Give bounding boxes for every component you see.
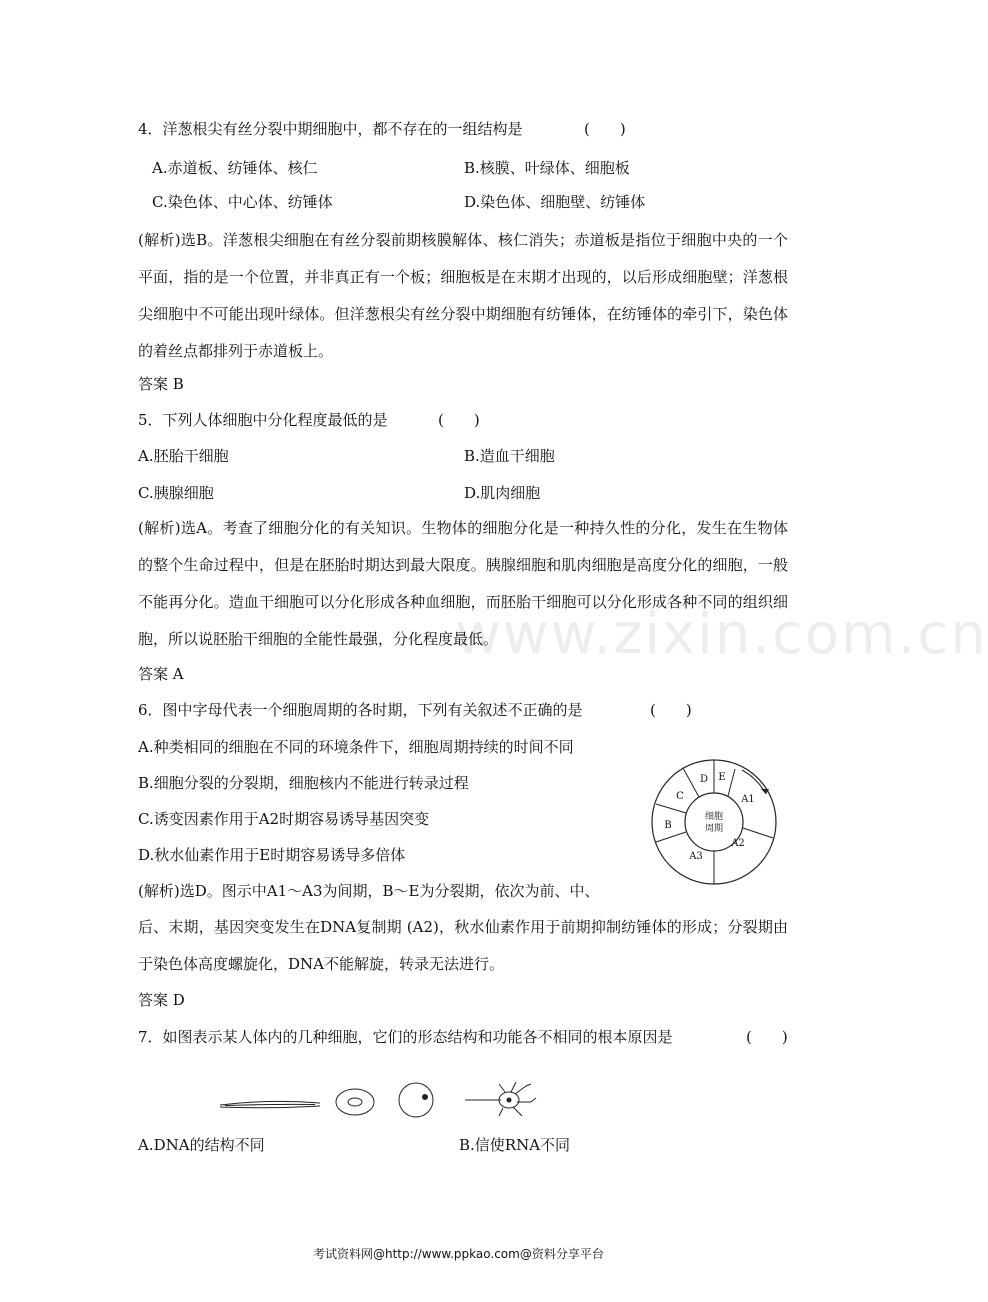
q6-option-a: A.种类相同的细胞在不同的环境条件下，细胞周期持续的时间不同 [138, 738, 574, 756]
phase-label-c: C [676, 791, 684, 802]
q5-option-a: A.胚胎干细胞 [138, 447, 229, 465]
q5-stem: 5．下列人体细胞中分化程度最低的是 [138, 411, 388, 429]
phase-label-a3: A3 [689, 851, 703, 862]
phase-label-a2: A2 [731, 838, 745, 849]
q6-answer: 答案 D [138, 991, 185, 1009]
egg-cell-icon [399, 1083, 433, 1117]
q4-option-d: D.染色体、细胞壁、纺锤体 [464, 193, 646, 211]
q7-option-a: A.DNA的结构不同 [138, 1136, 265, 1154]
phase-label-d: D [699, 774, 709, 785]
muscle-cell-icon [220, 1101, 320, 1107]
q5-answer-paren: ( ) [438, 411, 480, 429]
q7-answer-paren: ( ) [746, 1028, 788, 1046]
q6-option-c: C.诱变因素作用于A2时期容易诱导基因突变 [138, 810, 430, 828]
q7-option-b: B.信使RNA不同 [459, 1136, 571, 1154]
q4-option-a: A.赤道板、纺锤体、核仁 [152, 159, 318, 177]
q4-analysis: (解析)选B。洋葱根尖细胞在有丝分裂前期核膜解体、核仁消失；赤道板是指位于细胞中央的一个平面，指的是一个位置，并非真正有一个板；细胞板是在末期才出现的，以后形成细胞壁；洋葱根尖细胞中不可能出现叶绿体。但洋葱根尖有丝分裂中期细胞有纺锤体，在纺锤体的牵引下，染色体的着丝点都排列于赤道板上。 [138, 231, 788, 360]
q4-answer-paren: ( ) [584, 120, 626, 138]
q4-answer: 答案 B [138, 375, 184, 393]
q6-option-b: B.细胞分裂的分裂期，细胞核内不能进行转录过程 [138, 774, 469, 792]
q6-analysis-rest: 后、末期，基因突变发生在DNA复制期 (A2)，秋水仙素作用于前期抑制纺锤体的形成；分裂期由于染色体高度螺旋化，DNA不能解旋，转录无法进行。 [138, 918, 788, 973]
q5-answer: 答案 A [138, 665, 184, 683]
blood-cell-icon [336, 1089, 374, 1115]
cell-cycle-diagram [650, 758, 778, 886]
q5-analysis: (解析)选A。考查了细胞分化的有关知识。生物体的细胞分化是一种持久性的分化，发生在生物体的整个生命过程中，但是在胚胎时期达到最大限度。胰腺细胞和肌肉细胞是高度分化的细胞，一般不能再分化。造血干细胞可以分化形成各种血细胞，而胚胎干细胞可以分化形成各种不同的组织细胞，所以说胚胎干细胞的全能性最强，分化程度最低。 [138, 519, 788, 648]
q7-stem: 7．如图表示某人体内的几种细胞，它们的形态结构和功能各不相同的根本原因是 [138, 1028, 673, 1046]
phase-label-a1: A1 [741, 794, 755, 805]
q5-option-d: D.肌肉细胞 [464, 484, 541, 502]
cell-types-figure [215, 1078, 555, 1138]
q5-option-c: C.胰腺细胞 [138, 484, 214, 502]
q4-option-b: B.核膜、叶绿体、细胞板 [464, 159, 630, 177]
q6-answer-paren: ( ) [650, 701, 692, 719]
q4-option-c: C.染色体、中心体、纺锤体 [152, 193, 333, 211]
phase-label-e: E [718, 772, 726, 783]
nerve-cell-icon [465, 1082, 536, 1116]
q5-option-b: B.造血干细胞 [464, 447, 555, 465]
q6-stem: 6．图中字母代表一个细胞周期的各时期，下列有关叙述不正确的是 [138, 701, 583, 719]
watermark: www.zixin.com.cn [455, 602, 988, 667]
cycle-center-line1: 细胞 [704, 812, 724, 822]
q6-option-d: D.秋水仙素作用于E时期容易诱导多倍体 [138, 846, 406, 864]
q4-stem: 4．洋葱根尖有丝分裂中期细胞中，都不存在的一组结构是 [138, 120, 523, 138]
cycle-center-line2: 周期 [704, 824, 724, 834]
q6-analysis-line1: (解析)选D。图示中A1～A3为间期，B～E为分裂期，依次为前、中、 [138, 882, 600, 900]
phase-label-b: B [664, 820, 672, 831]
page-footer: 考试资料网@http://www.ppkao.com@资料分享平台 [313, 1247, 604, 1261]
